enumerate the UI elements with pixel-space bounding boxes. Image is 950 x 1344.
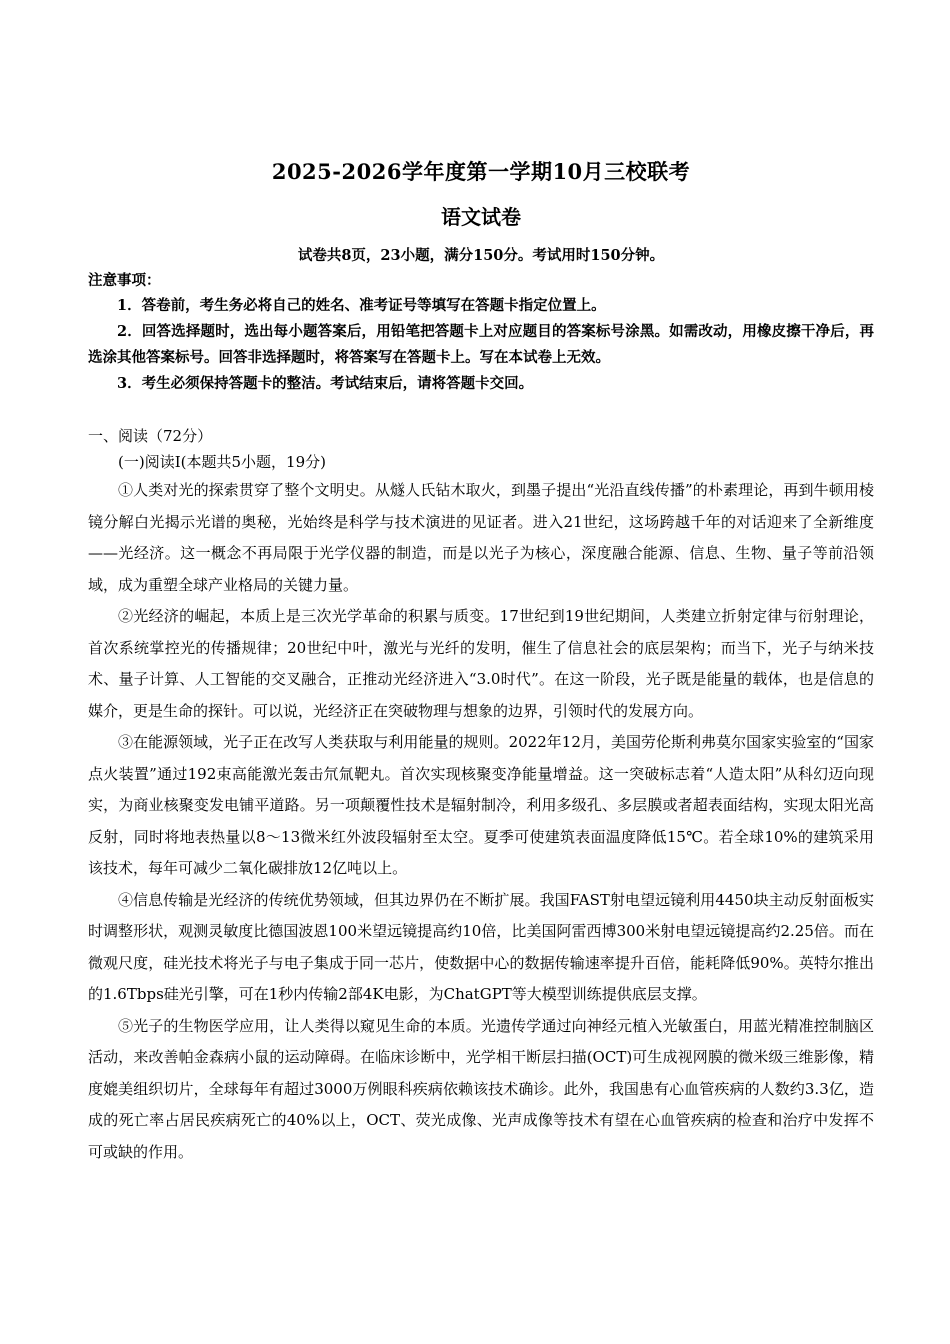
passage-paragraph: ④信息传输是光经济的传统优势领域，但其边界仍在不断扩展。我国FAST射电望远镜利用4450块主动反射面板实时调整形状，观测灵敏度比德国波恩100米望远镜提高约10倍，比美国阿雷西博300米射电望远镜提高约2.25倍。而在微观尺度，硅光技术将光子与电子集成于同一芯片，使数据中心的数据传输速率提升百倍，能耗降低90%。英特尔推出的1.6Tbps硅光引擎，可在1秒内传输2部4K电影，为ChatGPT等大模型训练提供底层支撑。: [88, 890, 874, 1003]
exam-title: 2025-2026学年度第一学期10月三校联考: [271, 159, 691, 184]
passage-paragraph: ②光经济的崛起，本质上是三次光学革命的积累与质变。17世纪到19世纪期间，人类建立折射定律与衍射理论，首次系统掌控光的传播规律；20世纪中叶，激光与光纤的发明，催生了信息社会的底层架构；而当下，光子与纳米技术、量子计算、人工智能的交叉融合，正推动光经济进入“3.0时代”。在这一阶段，光子既是能量的载体，也是信息的媒介，更是生命的探针。可以说，光经济正在突破物理与想象的边界，引领时代的发展方向。: [88, 607, 874, 720]
notes-heading: 注意事项：: [88, 272, 161, 289]
exam-page: [88, 155, 874, 1168]
note-item: 2．回答选择题时，选出每小题答案后，用铅笔把答题卡上对应题目的答案标号涂黑。如需改动，用橡皮擦干净后，再选涂其他答案标号。回答非选择题时，将答案写在答题卡上。写在本试卷上无效。: [88, 323, 874, 366]
section-heading: 一、阅读（72分）: [88, 427, 213, 445]
passage-paragraph: ⑤光子的生物医学应用，让人类得以窥见生命的本质。光遗传学通过向神经元植入光敏蛋白，用蓝光精准控制脑区活动，来改善帕金森病小鼠的运动障碍。在临床诊断中，光学相干断层扫描(OCT)可生成视网膜的微米级三维影像，精度媲美组织切片，全球每年有超过3000万例眼科疾病依赖该技术确诊。此外，我国患有心血管疾病的人数约3.3亿，造成的死亡率占居民疾病死亡的40%以上，OCT、荧光成像、光声成像等技术有望在心血管疾病的检查和治疗中发挥不可或缺的作用。: [88, 1016, 874, 1161]
exam-info: 试卷共8页，23小题，满分150分。考试用时150分钟。: [297, 247, 665, 264]
reading-passage: [88, 475, 874, 1168]
notes-block: [88, 269, 874, 397]
passage-paragraph: ①人类对光的探索贯穿了整个文明史。从燧人氏钻木取火，到墨子提出“光沿直线传播”的朴素理论，再到牛顿用棱镜分解白光揭示光谱的奥秘，光始终是科学与技术演进的见证者。进入21世纪，这场跨越千年的对话迎来了全新维度——光经济。这一概念不再局限于光学仪器的制造，而是以光子为核心，深度融合能源、信息、生物、量子等前沿领域，成为重塑全球产业格局的关键力量。: [88, 481, 874, 594]
section-subheading: (一)阅读Ⅰ(本题共5小题，19分): [118, 453, 326, 471]
passage-paragraph: ③在能源领域，光子正在改写人类获取与利用能量的规则。2022年12月，美国劳伦斯利弗莫尔国家实验室的“国家点火装置”通过192束高能激光轰击氘氚靶丸。首次实现核聚变净能量增益。这一突破标志着“人造太阳”从科幻迈向现实，为商业核聚变发电铺平道路。另一项颠覆性技术是辐射制冷，利用多级孔、多层膜或者超表面结构，实现太阳光高反射，同时将地表热量以8～13微米红外波段辐射至太空。夏季可使建筑表面温度降低15℃。若全球10%的建筑采用该技术，每年可减少二氧化碳排放12亿吨以上。: [88, 733, 874, 877]
note-item: 3．考生必须保持答题卡的整洁。考试结束后，请将答题卡交回。: [117, 375, 534, 392]
exam-subtitle: 语文试卷: [441, 205, 521, 229]
note-item: 1．答卷前，考生务必将自己的姓名、准考证号等填写在答题卡指定位置上。: [117, 297, 606, 314]
